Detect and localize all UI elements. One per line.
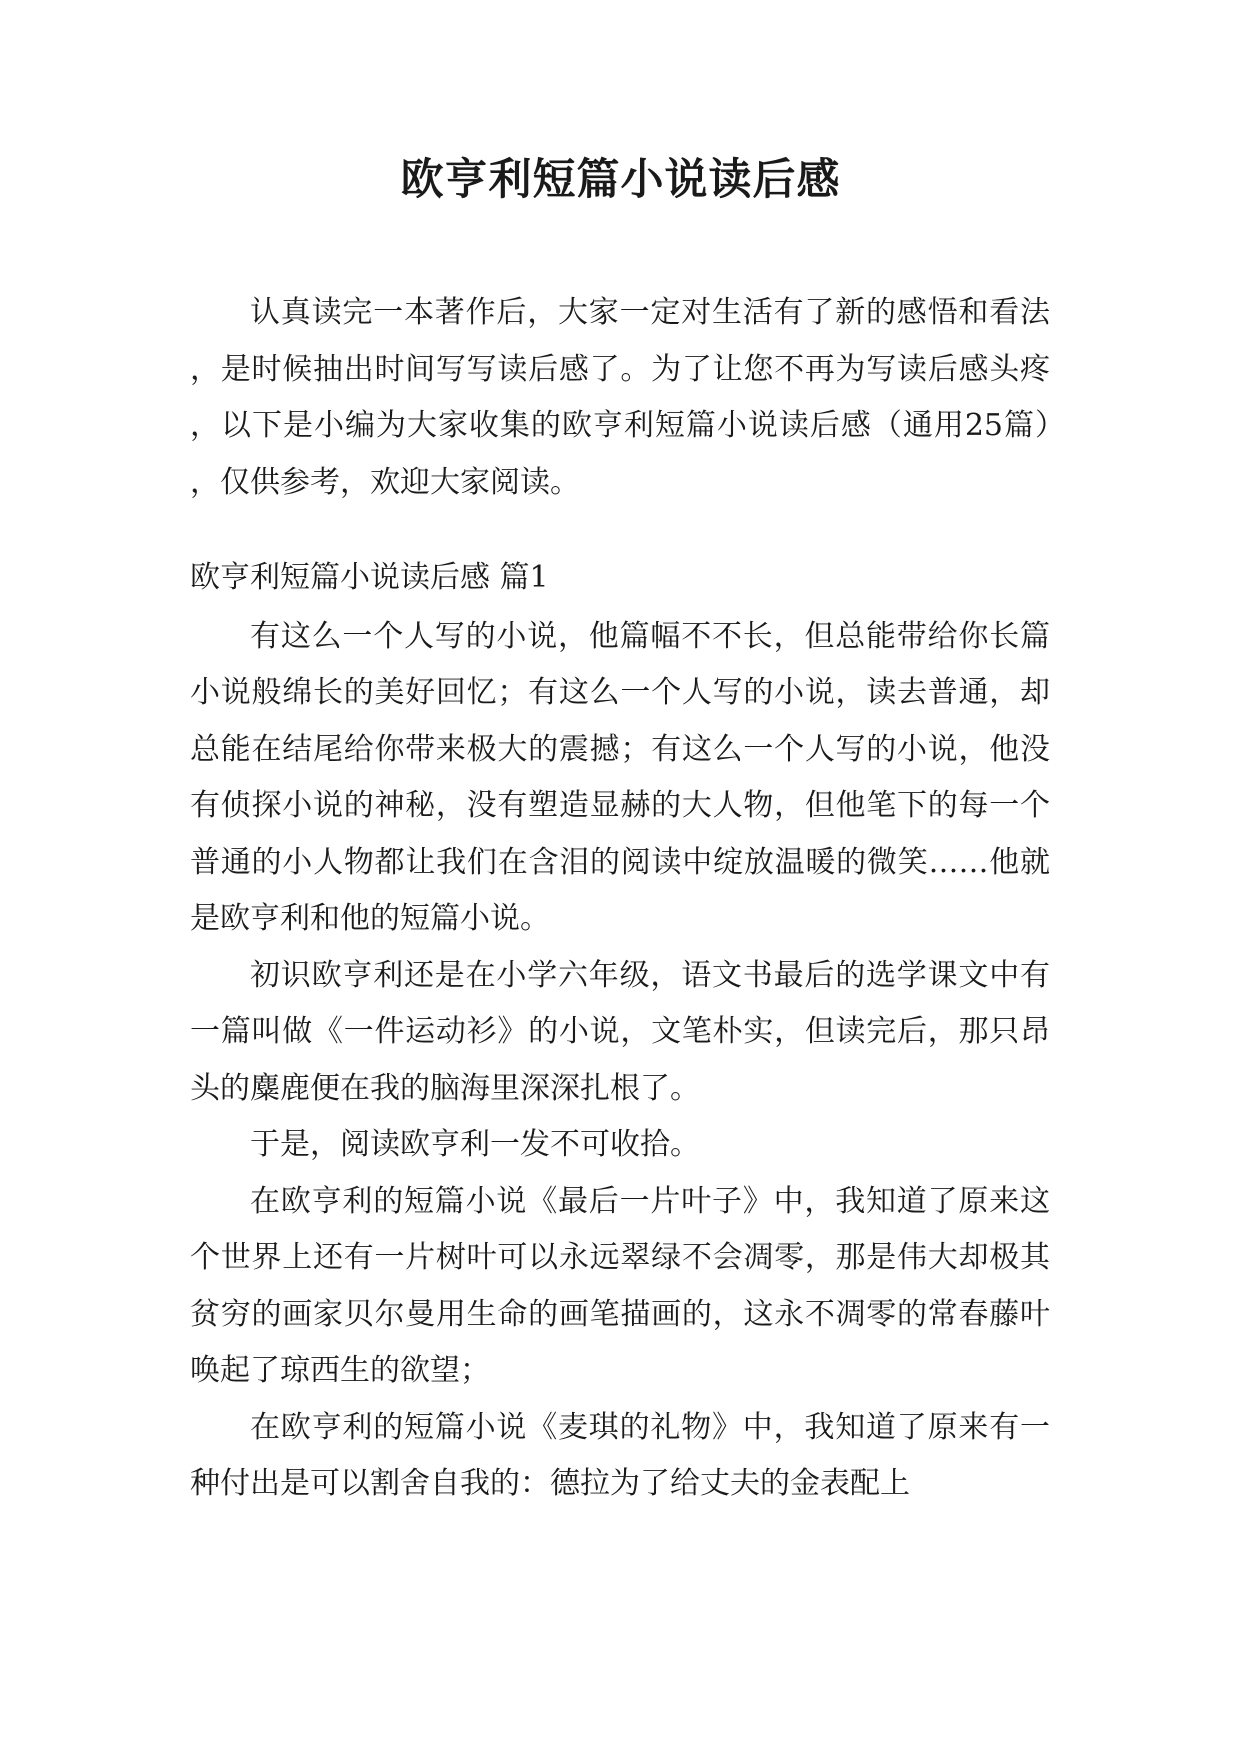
body-paragraph-5: 在欧亨利的短篇小说《麦琪的礼物》中，我知道了原来有一种付出是可以割舍自我的：德拉为了给丈夫的金表配上 [190, 1409, 1050, 1501]
section-heading: 欧亨利短篇小说读后感 篇1 [190, 560, 549, 595]
intro-paragraph: 认真读完一本著作后，大家一定对生活有了新的感悟和看法，是时候抽出时间写写读后感了。为了让您不再为写读后感头疼，以下是小编为大家收集的欧亨利短篇小说读后感（通用25篇），仅供参考，欢迎大家阅读。 [190, 295, 1050, 500]
document-title: 欧亨利短篇小说读后感 [400, 155, 841, 205]
body-paragraph-1: 有这么一个人写的小说，他篇幅不不长，但总能带给你长篇小说般绵长的美好回忆；有这么一个人写的小说，读去普通，却总能在结尾给你带来极大的震撼；有这么一个人写的小说，他没有侦探小说的神秘，没有塑造显赫的大人物，但他笔下的每一个普通的小人物都让我们在含泪的阅读中绽放温暖的微笑……他就是欧亨利和他的短篇小说。 [190, 618, 1050, 936]
body-paragraph-3: 于是，阅读欧亨利一发不可收拾。 [250, 1127, 700, 1162]
document-body [190, 285, 1050, 1513]
body-paragraph-4: 在欧亨利的短篇小说《最后一片叶子》中，我知道了原来这个世界上还有一片树叶可以永远翠绿不会凋零，那是伟大却极其贫穷的画家贝尔曼用生命的画笔描画的，这永不凋零的常春藤叶唤起了琼西生的欲望； [190, 1183, 1050, 1388]
body-paragraph-2: 初识欧亨利还是在小学六年级，语文书最后的选学课文中有一篇叫做《一件运动衫》的小说，文笔朴实，但读完后，那只昂头的麋鹿便在我的脑海里深深扎根了。 [190, 957, 1050, 1106]
